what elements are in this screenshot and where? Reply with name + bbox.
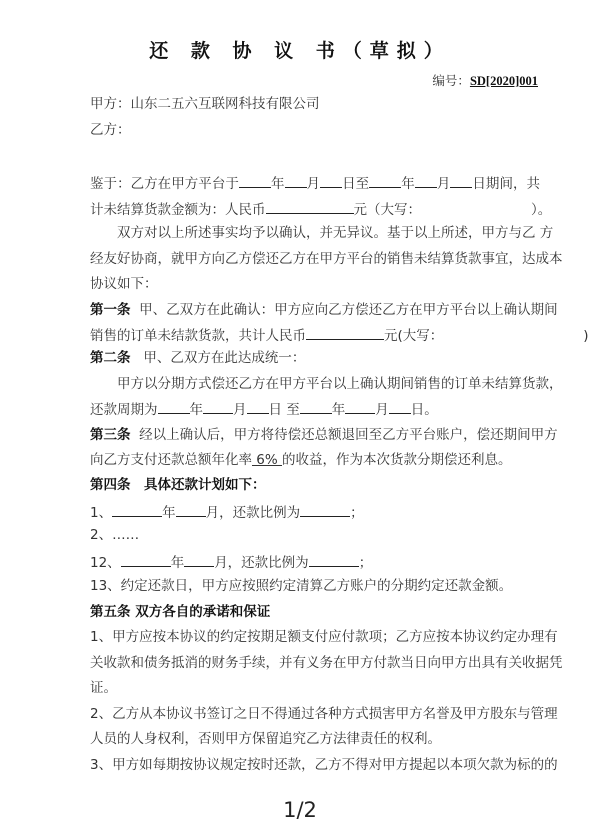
article-2-heading: 第二条: [90, 350, 131, 366]
article-5-line: 1、甲方应按本协议的约定按期足额支付应付款项；乙方应按本协议约定办理有: [90, 629, 558, 645]
article-3-line-1: 第三条 经以上确认后，甲方将待偿还总额退回至乙方平台账户，偿还期间甲方: [90, 427, 558, 443]
article-1-heading: 第一条: [90, 302, 131, 318]
party-b: 乙方：: [90, 122, 131, 138]
article-2-line-1: 第二条 甲、乙双方在此达成统一：: [90, 350, 306, 366]
intro-line: 双方对以上所述事实均予以确认，并无异议。基于以上所述，甲方与乙 方: [117, 225, 554, 241]
page-number: 1/2: [283, 798, 317, 822]
article-4-heading: 第四条 具体还款计划如下：: [90, 477, 266, 493]
plan-item-2: 2、……: [90, 527, 140, 543]
article-5-line: 关收款和债务抵消的财务手续，并有义务在甲方付款当日向甲方出具有关收据凭: [90, 655, 563, 671]
doc-number-value: SD[2020]001: [469, 74, 538, 88]
article-5-line: 3、甲方如每期按协议规定按时还款，乙方不得对甲方提起以本项欠款为标的的: [90, 757, 558, 773]
article-5-heading: 第五条 双方各自的承诺和保证: [90, 604, 271, 620]
article-5-line: 2、乙方从本协议书签订之日不得通过各种方式损害甲方名誉及甲方股东与管理: [90, 706, 558, 722]
interest-rate: 6%: [252, 452, 282, 468]
article-1-line-1: 第一条 甲、乙双方在此确认：甲方应向乙方偿还乙方在甲方平台以上确认期间: [90, 302, 558, 318]
recital-line-2: 计未结算货款金额为：人民币 元（大写： ）。: [90, 199, 540, 219]
party-a: 甲方：山东二五六互联网科技有限公司: [90, 96, 320, 112]
plan-item-1: 1、 年 月，还款比例为 ；: [90, 502, 540, 522]
article-5-line: 人员的人身权利，否则甲方保留追究乙方法律责任的权利。: [90, 731, 441, 747]
article-3-heading: 第三条: [90, 427, 131, 443]
article-1-line-2: 销售的订单未结款货款，共计人民币 元(大写： ): [90, 325, 540, 345]
plan-item-13: 13、约定还款日，甲方应按照约定清算乙方账户的分期约定还款金额。: [90, 578, 513, 594]
recital-line-1: 鉴于：乙方在甲方平台于 年 月 日至 年 月 日期间，共: [90, 173, 540, 193]
article-3-line-2: 向乙方支付还款总额年化率 6% 的收益，作为本次货款分期偿还利息。: [90, 452, 512, 468]
plan-item-12: 12、 年 月，还款比例为 ；: [90, 552, 540, 572]
document-title: 还 款 协 议 书（草拟）: [149, 40, 451, 62]
article-5-line: 证。: [90, 680, 117, 696]
article-2-line-2: 甲方以分期方式偿还乙方在甲方平台以上确认期间销售的订单未结算货款，: [117, 376, 563, 392]
document-number: [432, 71, 538, 89]
doc-number-label: 编号：: [432, 73, 470, 88]
article-2-line-3: 还款周期为 年 月 日 至 年 月 日。: [90, 399, 540, 419]
intro-line: 经友好协商，就甲方向乙方偿还乙方在甲方平台的销售未结算货款事宜，达成本: [90, 251, 563, 267]
intro-line: 协议如下：: [90, 276, 158, 292]
